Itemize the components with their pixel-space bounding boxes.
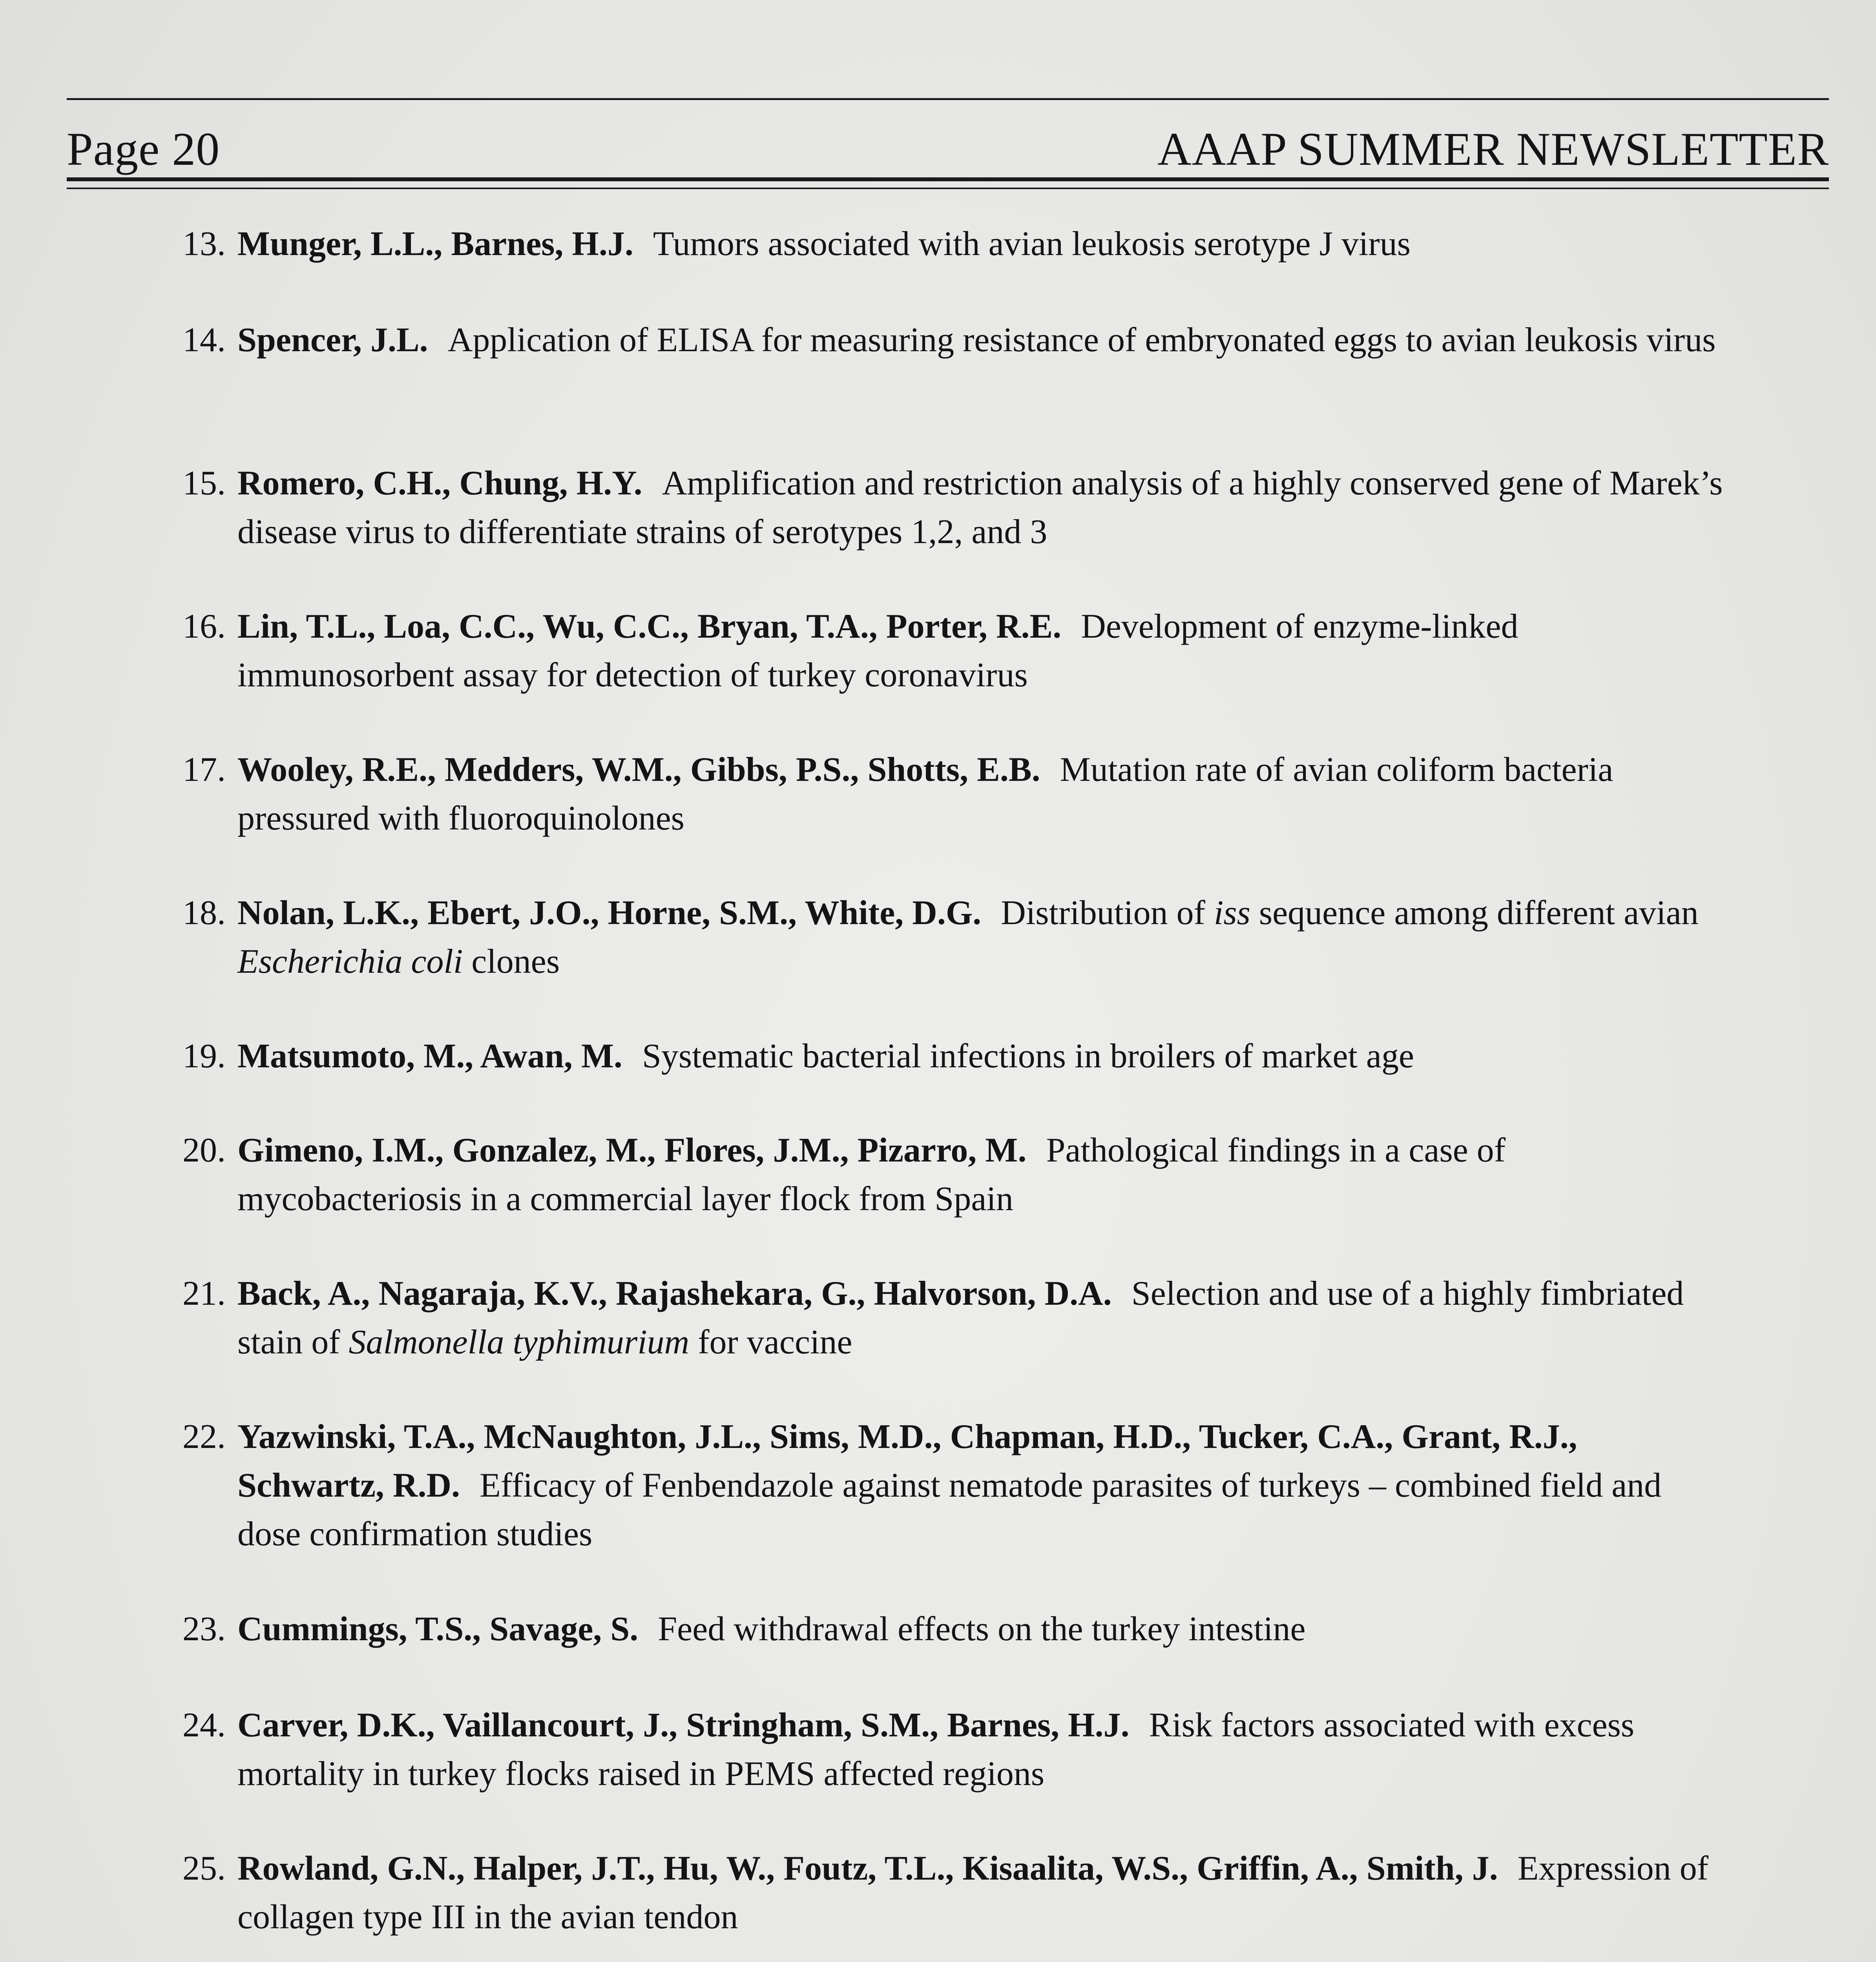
entry-title-part: clones bbox=[463, 943, 560, 981]
entry-title-part: Mutation rate of avian coliform bacteria pressured with fluoroquinolones bbox=[237, 751, 1613, 837]
top-border-rule bbox=[67, 98, 1829, 100]
entry-authors: Spencer, J.L. bbox=[237, 321, 428, 359]
entry-title bbox=[653, 225, 1411, 263]
entry-title-part: Systematic bacterial infections in broilers of market age bbox=[642, 1037, 1414, 1075]
entry-number: 17. bbox=[182, 751, 226, 789]
entry-title-part: Feed withdrawal effects on the turkey intestine bbox=[658, 1610, 1306, 1648]
entry-number: 25. bbox=[182, 1849, 226, 1887]
list-item bbox=[182, 1701, 1725, 1798]
entry-authors: Gimeno, I.M., Gonzalez, M., Flores, J.M., Pizarro, M. bbox=[237, 1131, 1027, 1169]
list-item bbox=[182, 1269, 1725, 1367]
entry-number: 23. bbox=[182, 1610, 226, 1648]
entry-number: 22. bbox=[182, 1418, 226, 1456]
entry-number: 19. bbox=[182, 1037, 226, 1075]
entry-number: 24. bbox=[182, 1706, 226, 1744]
entry-number: 13. bbox=[182, 225, 226, 263]
header-underline-thick bbox=[67, 177, 1829, 181]
entry-number: 14. bbox=[182, 321, 226, 359]
entry-authors: Matsumoto, M., Awan, M. bbox=[237, 1037, 622, 1075]
entry-title-part: sequence among different avian bbox=[1250, 894, 1699, 932]
entry-title-part: Pathological findings in a case of mycobacteriosis in a commercial layer flock from Spain bbox=[237, 1131, 1506, 1218]
entry-number: 18. bbox=[182, 894, 226, 932]
entry-title-part: Efficacy of Fenbendazole against nematode parasites of turkeys – combined field and dose confirmation studies bbox=[237, 1466, 1662, 1553]
list-item bbox=[182, 889, 1725, 986]
entry-number: 16. bbox=[182, 607, 226, 645]
entry-authors: Carver, D.K., Vaillancourt, J., Stringham, S.M., Barnes, H.J. bbox=[237, 1706, 1130, 1744]
entry-authors: Back, A., Nagaraja, K.V., Rajashekara, G., Halvorson, D.A. bbox=[237, 1275, 1112, 1313]
entry-authors: Cummings, T.S., Savage, S. bbox=[237, 1610, 639, 1648]
list-item bbox=[182, 602, 1725, 700]
entry-number: 20. bbox=[182, 1131, 226, 1169]
page-header bbox=[67, 106, 1829, 173]
entry-number: 21. bbox=[182, 1275, 226, 1313]
entry-title-part: Development of enzyme-linked immunosorbent assay for detection of turkey coronavirus bbox=[237, 607, 1518, 694]
entry-title-part: Selection and use of a highly fimbriated stain of bbox=[237, 1275, 1684, 1361]
list-item bbox=[182, 316, 1725, 365]
entry-authors: Yazwinski, T.A., McNaughton, J.L., Sims, M.D., Chapman, H.D., Tucker, C.A., Grant, R.J., Schwartz, R.D. bbox=[237, 1418, 1577, 1504]
entry-authors: Rowland, G.N., Halper, J.T., Hu, W., Foutz, T.L., Kisaalita, W.S., Griffin, A., Smith, J. bbox=[237, 1849, 1498, 1887]
entry-title-part: for vaccine bbox=[689, 1323, 852, 1361]
entry-title-part: Application of ELISA for measuring resistance of embryonated eggs to avian leukosis virus bbox=[447, 321, 1716, 359]
list-item bbox=[182, 746, 1725, 843]
entry-authors: Nolan, L.K., Ebert, J.O., Horne, S.M., White, D.G. bbox=[237, 894, 982, 932]
entry-title-part: Amplification and restriction analysis of a highly conserved gene of Marek’s disease virus to differentiate strains of serotypes 1,2, and 3 bbox=[237, 464, 1723, 551]
header-underline-thin bbox=[67, 188, 1829, 189]
list-item bbox=[182, 1844, 1725, 1942]
entry-title-part: Tumors associated with avian leukosis serotype J virus bbox=[653, 225, 1411, 263]
newsletter-title: AAAP SUMMER NEWSLETTER bbox=[1157, 123, 1829, 175]
entry-title-part: Expression of collagen type III in the avian tendon bbox=[237, 1849, 1709, 1936]
page-number-label: Page 20 bbox=[67, 123, 220, 175]
entry-authors: Wooley, R.E., Medders, W.M., Gibbs, P.S., Shotts, E.B. bbox=[237, 751, 1040, 789]
entry-title bbox=[448, 321, 1716, 359]
list-item bbox=[182, 1413, 1725, 1559]
entry-authors: Lin, T.L., Loa, C.C., Wu, C.C., Bryan, T.A., Porter, R.E. bbox=[237, 607, 1062, 645]
entry-title-italic-part: Escherichia coli bbox=[237, 943, 463, 981]
entry-title-part: Risk factors associated with excess mortality in turkey flocks raised in PEMS affected regions bbox=[237, 1706, 1635, 1793]
entry-title bbox=[642, 1037, 1414, 1075]
entry-title bbox=[658, 1610, 1305, 1648]
entry-title-italic-part: Salmonella typhimurium bbox=[349, 1323, 690, 1361]
entry-title-italic-part: iss bbox=[1214, 894, 1250, 932]
list-item bbox=[182, 1126, 1725, 1224]
list-item bbox=[182, 1605, 1725, 1654]
entry-authors: Romero, C.H., Chung, H.Y. bbox=[237, 464, 642, 502]
entry-number: 15. bbox=[182, 464, 226, 502]
entry-authors: Munger, L.L., Barnes, H.J. bbox=[237, 225, 633, 263]
list-item bbox=[182, 220, 1725, 268]
entry-title-part: Distribution of bbox=[1001, 894, 1214, 932]
list-item bbox=[182, 1032, 1725, 1081]
list-item bbox=[182, 459, 1725, 556]
